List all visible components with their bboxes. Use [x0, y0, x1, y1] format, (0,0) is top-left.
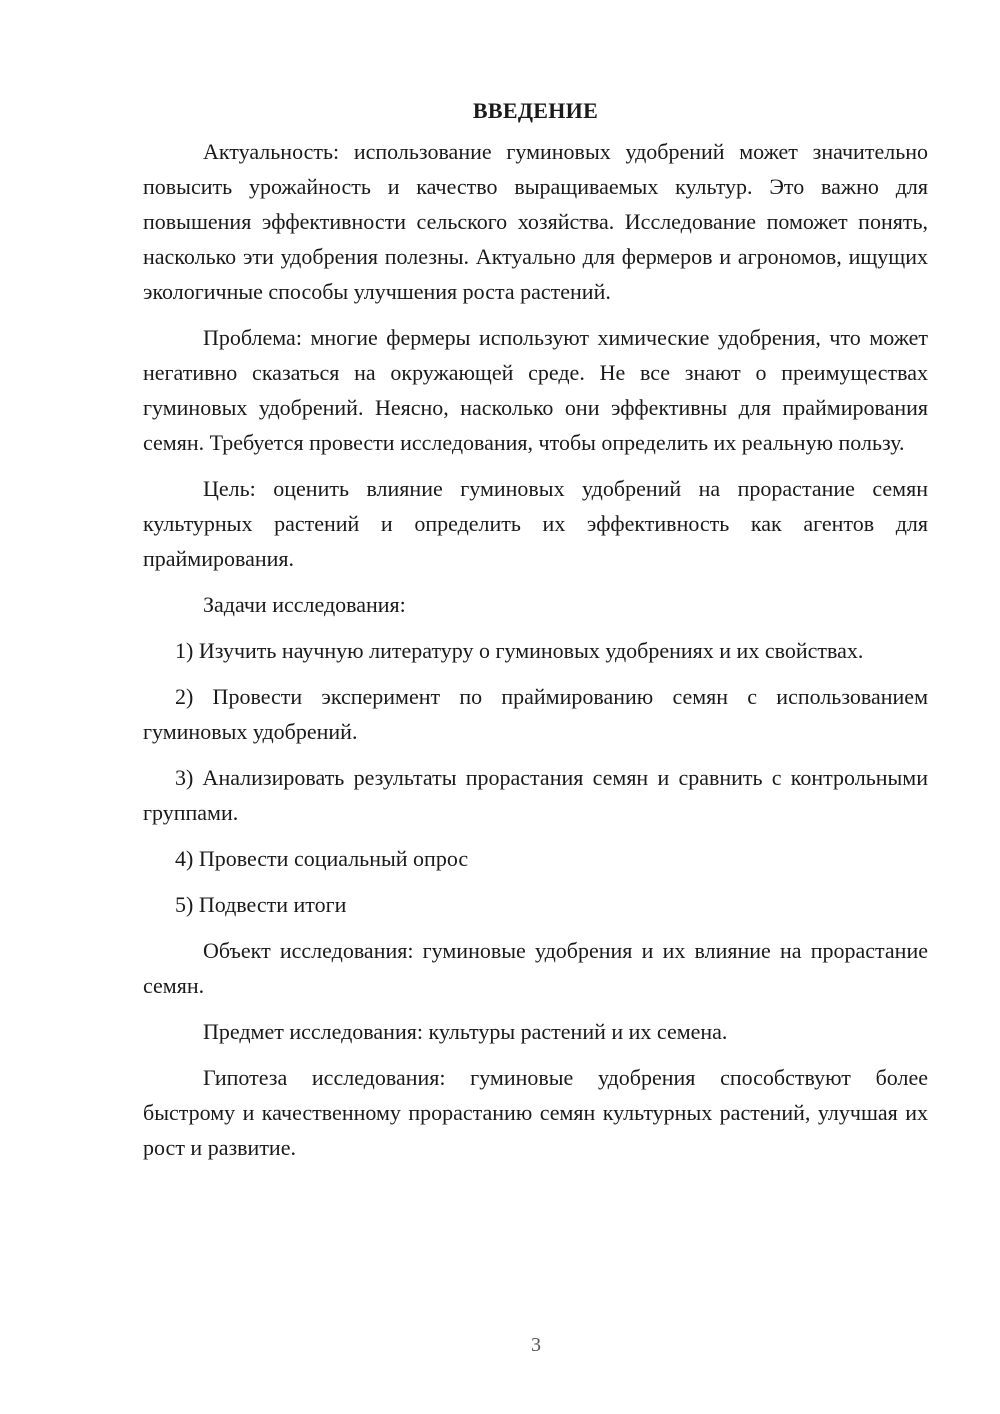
- hypothesis-paragraph: Гипотеза исследования: гуминовые удобрения способствуют более быстрому и качественному прорастанию семян культурных растений, улучшая их рост и развитие.: [143, 1065, 928, 1160]
- task-item-5: 5) Подвести итоги: [175, 892, 347, 917]
- task-item-2: 2) Провести эксперимент по праймированию семян с использованием гуминовых удобрений.: [143, 684, 928, 744]
- document-page: [143, 96, 928, 1176]
- object-paragraph: Объект исследования: гуминовые удобрения и их влияние на прорастание семян.: [143, 938, 928, 998]
- task-item-4: 4) Провести социальный опрос: [175, 846, 469, 871]
- section-heading: ВВЕДЕНИЕ: [472, 98, 599, 123]
- problem-paragraph: Проблема: многие фермеры используют химические удобрения, что может негативно сказаться на окружающей среде. Не все знают о преимуществах гуминовых удобрений. Неясно, насколько они эффективны для праймирования семян. Требуется провести исследования, чтобы определить их реальную пользу.: [143, 325, 928, 455]
- tasks-heading: Задачи исследования:: [203, 592, 406, 617]
- task-item-1: 1) Изучить научную литературу о гуминовых удобрениях и их свойствах.: [175, 638, 864, 663]
- task-item-3: 3) Анализировать результаты прорастания семян и сравнить с контрольными группами.: [143, 765, 928, 825]
- goal-paragraph: Цель: оценить влияние гуминовых удобрений на прорастание семян культурных растений и определить их эффективность как агентов для праймирования.: [143, 476, 928, 571]
- relevance-paragraph: Актуальность: использование гуминовых удобрений может значительно повысить урожайность и качество выращиваемых культур. Это важно для повышения эффективности сельского хозяйства. Исследование поможет понять, насколько эти удобрения полезны. Актуально для фермеров и агрономов, ищущих экологичные способы улучшения роста растений.: [143, 139, 928, 304]
- page-number: 3: [531, 1334, 541, 1356]
- subject-paragraph: Предмет исследования: культуры растений и их семена.: [203, 1019, 728, 1044]
